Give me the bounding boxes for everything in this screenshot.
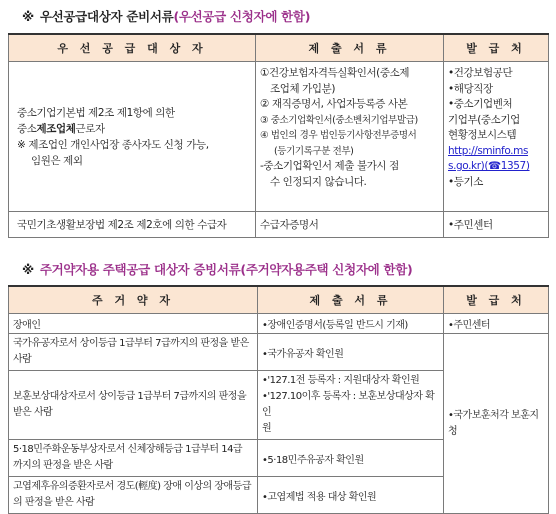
issuer-item: •등기소 [448,175,484,188]
target-cell: 5·18민주화운동부상자로서 신체장해등급 1급부터 14급 까지의 판정을 받은 사람 [9,440,258,477]
docs-cell: •고엽제법 적용 대상 확인원 [258,477,444,514]
table-row [9,62,549,212]
issuer-item: 현황정보시스템 [448,129,517,141]
issuer-item: •해당직장 [448,82,493,95]
priority-supply-table [8,33,549,238]
doc-note: -중소기업확인서 제출 불가시 점 [260,160,399,172]
table-header-row [9,286,549,314]
docs-cell: 수급자증명서 [256,212,444,238]
doc-item: 조업체 가입분) [270,82,336,95]
issuer-cell: •주민센터 [444,212,549,238]
docs-cell: •5·18민주유공자 확인원 [258,440,444,477]
housing-vulnerable-table [8,285,549,514]
target-note: ※ 제조업인 개인사업장 종사자도 신청 가능, [17,138,209,151]
doc-item: ①건강보험자격득실확인서(중소제 [260,67,410,79]
header-target: 우 선 공 급 대 상 자 [9,34,256,62]
doc-item: ④ 법인의 경우 법인등기사항전부증명서 [260,130,417,141]
issuer-cell-shared: •국가보훈처각 보훈지 청 [444,334,549,514]
header-issuer: 발 급 처 [444,286,549,314]
target-line: 중소기업기본법 제2조 제1항에 의한 [17,106,175,119]
sminfo-link[interactable]: http://sminfo.ms [448,144,529,157]
section2-title-main: 주거약자용 주택공급 대상자 증빙서류 [39,262,241,277]
reference-mark: ※ [22,9,34,24]
target-cell: 국민기초생활보장법 제2조 제2호에 의한 수급자 [9,212,256,238]
target-line: 중소제조업체근로자 [17,122,105,135]
docs-cell: •장애인증명서(등록일 반드시 기재) [258,314,444,334]
docs-cell [256,62,444,212]
header-docs: 제 출 서 류 [258,286,444,314]
doc-item: ③ 중소기업확인서(중소벤처기업부발급) [260,114,418,126]
doc-item: ② 재직증명서, 사업자등록증 사본 [260,98,408,110]
section1-title-main: 우선공급대상자 준비서류 [39,9,174,24]
sminfo-link[interactable]: s.go.kr)(☎1357) [448,160,530,172]
section2-title [22,260,412,278]
table-row [9,334,549,371]
doc-note: 수 인정되지 않습니다. [270,175,367,188]
target-cell [9,62,256,212]
docs-cell: •국가유공자 확인원 [258,334,444,371]
table-row [9,212,549,238]
header-issuer: 발 급 처 [444,34,549,62]
doc-item: (등기기록구분 전부) [274,145,354,157]
issuer-item: •중소기업벤처 [448,98,513,110]
table-row [9,314,549,334]
target-cell: 보훈보상대상자로서 상이등급 1급부터 7급까지의 판정을 받은 사람 [9,371,258,440]
issuer-cell: •주민센터 [444,314,549,334]
reference-mark: ※ [22,262,34,277]
issuer-cell [444,62,549,212]
section1-title-paren: (우선공급 신청자에 한함) [173,9,311,24]
section2-title-paren: (주거약자용주택 신청자에 한함) [240,262,413,277]
docs-cell: •'127.1전 등록자 : 지원대상자 확인원 •'127.10이후 등록자 : 보훈보상대상자 확인 원 [258,371,444,440]
target-note: 임원은 제외 [31,154,83,167]
table-header-row [9,34,549,62]
header-target: 주 거 약 자 [9,286,258,314]
target-cell: 장애인 [9,314,258,334]
target-cell: 국가유공자로서 상이등급 1급부터 7급까지의 판정을 받은 사람 [9,334,258,371]
target-cell: 고엽제후유의증환자로서 경도(輕度) 장애 이상의 장애등급 의 판정을 받은 사람 [9,477,258,514]
header-docs: 제 출 서 류 [256,34,444,62]
issuer-item: •건강보험공단 [448,67,513,79]
issuer-item: 기업부(중소기업 [448,113,520,126]
section1-title [22,7,310,25]
